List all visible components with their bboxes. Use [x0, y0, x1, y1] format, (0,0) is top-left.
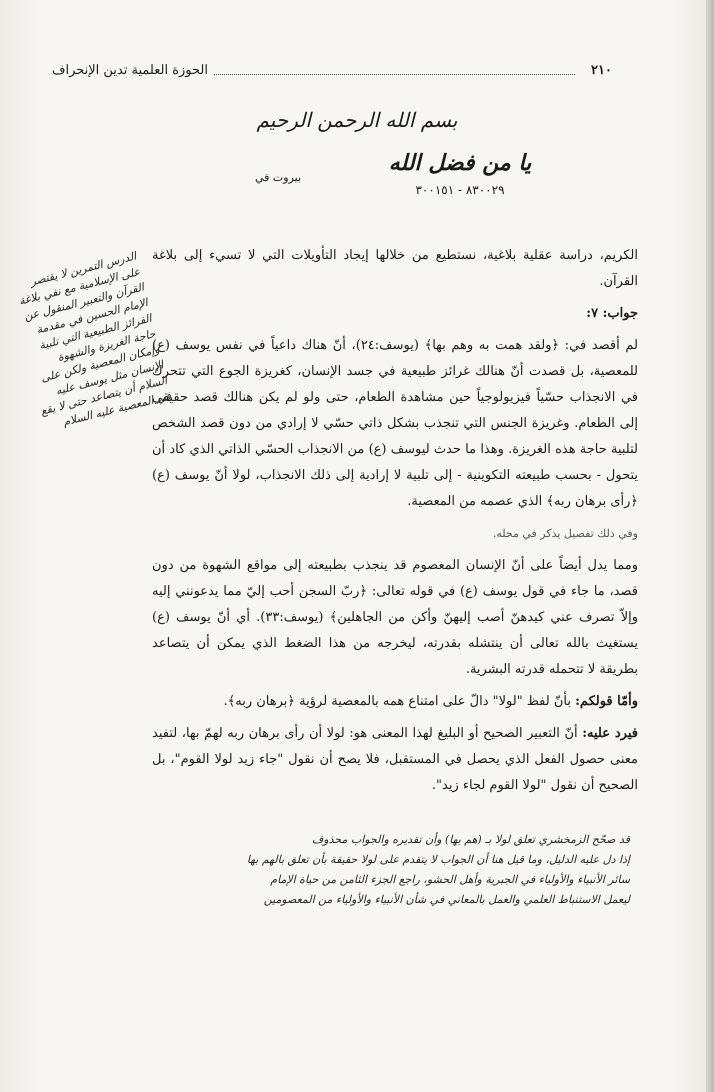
paragraph-3: ومما يدل أيضاً على أنّ الإنسان المعصوم قد ينجذب بطبيعته إلى مواقع الشهوة من دون قصد، ما جاء في قول يوسف (ع) في قوله تعالى: ﴿ربّ السجن أحب إليّ مما يدعونني إليه وإلاّ تصرف عني كيدهنّ أصب إليهنّ وأكن من الجاهلين﴾ (يوسف:٣٣). أي أنّ يوسف (ع) يستغيث بالله تعالى أن ينتشله بقدرته، ليخرجه من هذا الضغط الذي يمكن أن يتصاعد بطريقة لا تتحمله قدرته البشرية.: [152, 558, 639, 677]
paragraph-4-label: وأمّا قولكم:: [575, 694, 638, 709]
letter-body: [152, 243, 638, 805]
handwritten-line-4: ليعمل الاستنباط العلمي والعمل بالمعاني في شأن الأنبياء والأولياء من المعصومين: [263, 893, 630, 906]
paragraph-2: لم أقصد في: ﴿ولقد همت به وهم بها﴾ (يوسف:٢٤)، أنّ هناك داعياً في نفس يوسف (ع) للمعصية، بل قصدت أنّ هنالك غرائز طبيعية في جسد الإنسان، كغريزة الجوع التي تتحرك في الانجذاب حسّياً فيزيولوجياً حين مشاهدة الطعام، حتى ولو لم يكن هنالك قصد حقيقي إلى الطعام. وغريزة الجنس التي تنجذب بشكل ذاتي حسّي لا إرادي من دون قصد الشخص لتلبية حاجة هذه الغريزة. وهذا ما حدث ليوسف (ع) من الانجذاب الحسّي الذاتي الذي كاد أن يتحول - بحسب طبيعته التكوينية - إلى تلبية لا إرادية إلى ذلك الانجذاب، لولا أنّ يوسف (ع) ﴿رأى برهان ربه﴾ الذي عصمه من المعصية.: [152, 338, 638, 509]
letterhead-brand: يا من فضل الله: [388, 150, 532, 176]
handwritten-line-2: إذا دل عليه الدليل، وما قيل هنا أن الجواب لا يتقدم على لولا حقيقة بأن تعلق بالهم بها: [246, 853, 630, 866]
handwritten-line-3: سائر الأنبياء والأولياء في الجبرية وأهل الحشو، راجع الجزء الثامن من حياة الإمام: [270, 873, 630, 886]
paragraph-2-note: وفي ذلك تفصيل يذكر في محله.: [492, 527, 638, 540]
page-number: ٢١٠: [591, 62, 612, 78]
paragraph-5-label: فيرد عليه:: [582, 726, 638, 741]
paragraph-5: أنّ التعبير الصحيح أو البليغ لهذا المعنى هو: لولا أن رأى برهان ربه لهمّ بها، لتفيد معنى حصول الفعل الذي يحصل في المستقبل، فلا يصح أن نقول "جاء زيد لولا القوم"، بل الصحيح أن نقول "لولا القوم لجاء زيد".: [152, 726, 638, 793]
letterhead-city: بيروت في: [255, 171, 302, 184]
handwritten-bottom-notes: [60, 830, 630, 910]
paragraph-1: الكريم، دراسة عقلية بلاغية، نستطيع من خلالها إيجاد التأويلات التي لا تسيء إلى بلاغة القرآن.: [152, 248, 638, 289]
paragraph-4: بأنّ لفظ "لولا" دالّ على امتناع همه بالمعصية لرؤية ﴿برهان ربه﴾.: [223, 694, 571, 709]
page-binding-edge: [706, 0, 714, 1092]
letterhead-phones: ٨٣٠٠٢٩ - ٣٠٠١٥١: [415, 183, 505, 197]
running-title: الحوزة العلمية تدين الإنحراف: [52, 62, 208, 78]
basmala: بسم الله الرحمن الرحيم: [256, 108, 458, 132]
header-dots: [214, 74, 575, 75]
handwritten-margin-note: الدرس التمرين لا يقتصر على الإسلامية مع نفي بلاغة القرآن والتعبير المنقول عن الإمام الحسين في مقدمة الفرائز الطبيعية التي تلبية حاجة الغريزة والشهوة وإمكان المعصية ولكن على الإنسان مثل يوسف عليه السلام أن يتصاعد حتى لا يقع في المعصية عليه السلام: [17, 249, 173, 429]
answer-label: جواب: ٧:: [586, 306, 638, 321]
handwritten-line-1: قد صحّح الزمخشري تعلق لولا بـ (هم بها) وأن تقديره والجواب محذوف: [311, 833, 630, 846]
page-header: [52, 58, 612, 82]
